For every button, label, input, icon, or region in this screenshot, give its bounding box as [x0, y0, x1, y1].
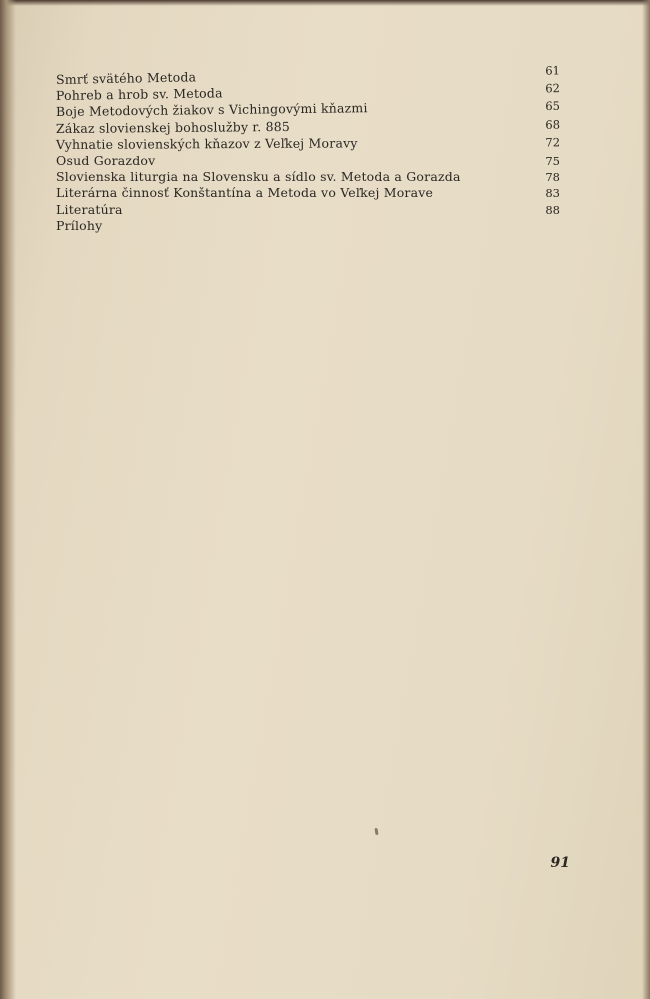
- toc-entry-title: Osud Gorazdov: [56, 152, 156, 168]
- toc-entry-title: Prílohy: [56, 217, 103, 233]
- toc-entry: [56, 134, 560, 153]
- toc-entry-title: Pohreb a hrob sv. Metoda: [55, 85, 223, 104]
- toc-entry-title: Smrť svätého Metoda: [55, 69, 197, 87]
- toc-entry: [56, 153, 560, 169]
- toc-entry-page: 65: [545, 99, 561, 114]
- toc-entry: [56, 169, 560, 185]
- page-right-edge: [642, 0, 650, 999]
- toc-entry-page: 68: [545, 117, 561, 132]
- toc-entry-title: Literárna činnosť Konštantína a Metoda vo Veľkej Morave: [56, 185, 434, 201]
- toc-entry-page: 61: [545, 63, 561, 78]
- toc-entry-title: Zákaz slovienskej bohoslužby r. 885: [55, 118, 291, 136]
- table-of-contents: [55, 63, 561, 234]
- toc-entry-title: Literatúra: [56, 201, 123, 217]
- toc-entry-title: Slovienska liturgia na Slovensku a sídlo sv. Metoda a Gorazda: [56, 169, 461, 185]
- toc-entry: [56, 185, 560, 201]
- toc-entry-page: 72: [545, 135, 561, 150]
- paper-speck: [374, 828, 378, 835]
- page-number: 91: [550, 855, 570, 871]
- toc-entry-page: 75: [545, 153, 560, 168]
- toc-entry-title: Vyhnatie slovienských kňazov z Veľkej Moravy: [55, 135, 358, 152]
- toc-entry: [56, 202, 560, 218]
- page-top-edge: [0, 0, 650, 6]
- toc-entry-page: 88: [545, 202, 560, 217]
- toc-entry-title: Boje Metodových žiakov s Vichingovými kňazmi: [55, 100, 368, 120]
- toc-entry-page: 78: [545, 170, 560, 185]
- toc-entry-page: 62: [545, 81, 561, 96]
- binding-shadow: [0, 0, 16, 999]
- toc-entry: [56, 218, 560, 234]
- toc-entry-page: 83: [545, 186, 560, 201]
